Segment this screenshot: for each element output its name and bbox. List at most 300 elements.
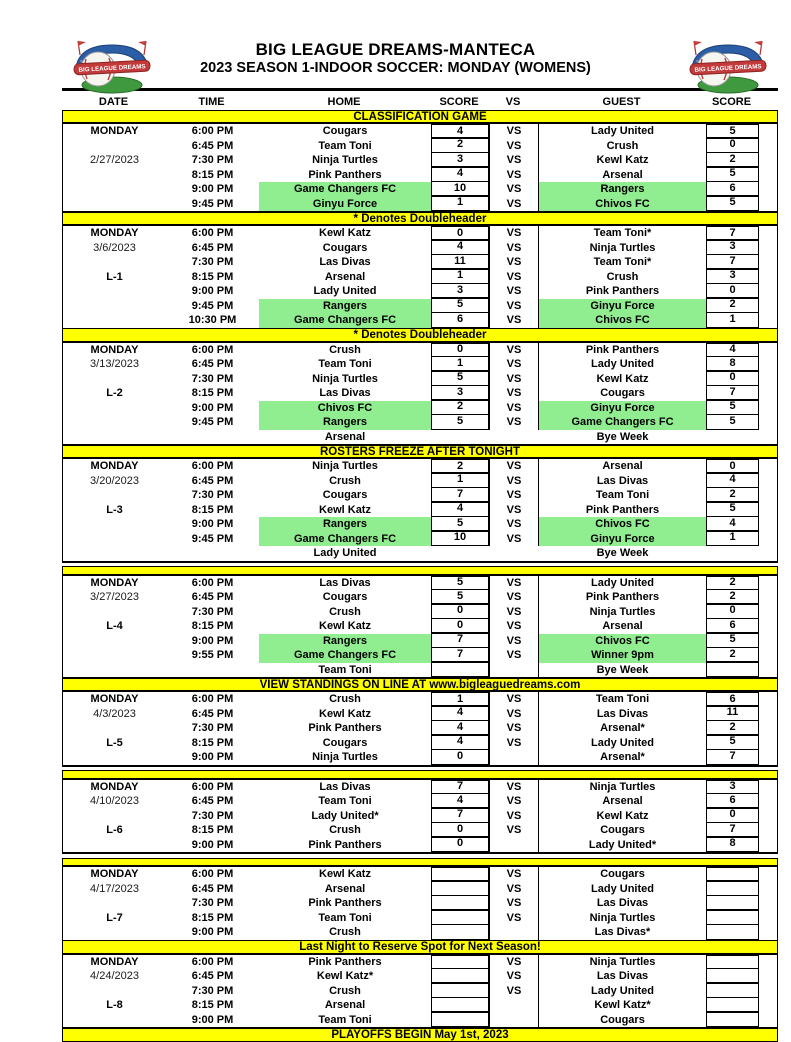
section-banner: * Denotes Doubleheader: [62, 212, 778, 226]
vs-cell: VS: [489, 809, 539, 824]
home-team-cell: Las Divas: [319, 387, 371, 399]
date-cell: 4/10/2023: [90, 795, 139, 807]
home-score-box: 2: [431, 459, 489, 474]
home-team-cell: Rangers: [259, 415, 431, 430]
time-cell: 8:15 PM: [191, 911, 234, 924]
vs-cell: VS: [489, 284, 539, 299]
date-cell: [63, 139, 166, 154]
guest-team-cell: Cougars: [600, 868, 645, 880]
time-cell: 6:45 PM: [191, 591, 234, 603]
vs-cell: VS: [489, 241, 539, 256]
time-cell: 8:15 PM: [191, 736, 234, 749]
time-cell: 6:45 PM: [191, 139, 234, 152]
date-cell: L-6: [106, 824, 123, 836]
home-team-cell: Game Changers FC: [259, 532, 431, 547]
guest-team-cell: Crush: [606, 270, 639, 283]
date-cell: [63, 750, 166, 765]
date-cell: [63, 401, 166, 416]
time-cell: 10:30 PM: [188, 314, 237, 326]
column-header-date: DATE: [98, 96, 129, 108]
guest-score-box: 2: [706, 152, 759, 168]
vs-cell: VS: [489, 474, 539, 489]
guest-score-box: 5: [706, 501, 759, 517]
date-cell: [63, 896, 166, 911]
home-team-cell: Cougars: [322, 736, 368, 749]
home-team-cell: Ninja Turtles: [312, 751, 378, 763]
guest-team-cell: Bye Week: [596, 430, 649, 443]
vs-cell: VS: [489, 823, 539, 838]
home-team-cell: Lady United*: [311, 809, 379, 822]
home-score-box: [431, 924, 489, 940]
guest-team-cell: Bye Week: [596, 547, 649, 559]
home-score-cell: [431, 313, 489, 328]
vs-cell: VS: [489, 634, 539, 649]
home-score-box: 1: [431, 268, 489, 284]
vs-cell: VS: [489, 532, 539, 547]
home-team-cell: Crush: [329, 926, 361, 938]
vs-cell: [489, 663, 539, 678]
page-title: BIG LEAGUE DREAMS-MANTECA: [255, 40, 536, 59]
date-cell: MONDAY: [90, 227, 139, 239]
guest-score-box: 6: [706, 618, 759, 634]
home-score-box: 0: [431, 749, 489, 765]
home-team-cell: Rangers: [259, 299, 431, 314]
date-cell: [63, 532, 166, 547]
guest-team-cell: Crush: [606, 139, 639, 152]
guest-team-cell: Lady United*: [588, 838, 657, 851]
vs-cell: [489, 1013, 539, 1028]
home-team-cell: Pink Panthers: [308, 168, 382, 181]
home-team-cell: Kewl Katz: [319, 227, 371, 239]
home-team-cell: Game Changers FC: [259, 182, 431, 197]
vs-cell: VS: [489, 139, 539, 154]
guest-score-box: 5: [706, 734, 759, 750]
home-team-cell: Crush: [329, 343, 361, 356]
time-cell: 9:45 PM: [191, 197, 234, 210]
vs-cell: VS: [489, 343, 539, 358]
time-cell: 8:15 PM: [191, 620, 234, 632]
date-cell: [63, 299, 166, 314]
home-team-cell: Game Changers FC: [259, 648, 431, 663]
guest-score-box: 2: [706, 487, 759, 503]
logo-banner-text: BIG LEAGUE DREAMS: [694, 63, 762, 74]
guest-team-cell: Rangers: [539, 182, 706, 197]
vs-cell: VS: [489, 488, 539, 503]
home-team-cell: Rangers: [259, 517, 431, 532]
guest-score-box: [706, 1011, 759, 1027]
vs-cell: VS: [489, 984, 539, 999]
guest-team-cell: Lady United: [591, 736, 654, 749]
guest-team-cell: Pink Panthers: [585, 503, 660, 516]
guest-team-cell: Arsenal: [602, 620, 643, 632]
guest-team-cell: Pink Panthers: [585, 591, 660, 603]
date-cell: L-1: [106, 270, 123, 283]
column-header-row: [62, 95, 778, 111]
vs-cell: VS: [489, 721, 539, 736]
vs-cell: VS: [489, 401, 539, 416]
home-score-box: 4: [431, 501, 489, 517]
home-score-cell: [431, 838, 489, 853]
guest-team-cell: Cougars: [600, 824, 645, 836]
week-section: [62, 224, 778, 330]
home-team-cell: Team Toni: [318, 139, 372, 152]
home-score-box: 7: [431, 807, 489, 823]
guest-team-cell: Pink Panthers: [585, 285, 660, 297]
vs-cell: VS: [489, 707, 539, 722]
home-score-cell: [431, 532, 489, 547]
guest-score-box: 8: [706, 356, 759, 372]
date-cell: [63, 838, 166, 853]
home-team-cell: Pink Panthers: [308, 722, 382, 734]
time-cell: 8:15 PM: [191, 824, 234, 836]
guest-score-box: 5: [706, 414, 759, 430]
guest-score-box: [706, 924, 759, 940]
vs-cell: VS: [489, 619, 539, 634]
vs-cell: VS: [489, 124, 539, 139]
home-score-cell: [431, 925, 489, 940]
vs-cell: VS: [489, 415, 539, 430]
guest-score-box: 4: [706, 516, 759, 532]
date-cell: 3/13/2023: [90, 358, 139, 370]
guest-team-cell: Ninja Turtles: [589, 780, 656, 793]
time-cell: 8:15 PM: [191, 270, 234, 283]
date-cell: [63, 634, 166, 649]
column-header-home: HOME: [327, 96, 361, 108]
section-banner: * Denotes Doubleheader: [62, 328, 778, 342]
date-cell: [63, 546, 166, 561]
home-score-box: 5: [431, 297, 489, 313]
home-score-box: 5: [431, 370, 489, 386]
time-cell: 6:45 PM: [191, 795, 234, 807]
home-team-cell: Rangers: [259, 634, 431, 649]
guest-score-box: 7: [706, 749, 759, 765]
guest-score-box: 0: [706, 603, 759, 619]
time-cell: 6:00 PM: [191, 955, 234, 968]
week-section: [62, 953, 778, 1030]
time-cell: 7:30 PM: [191, 897, 234, 909]
vs-cell: [489, 925, 539, 940]
date-cell: L-5: [106, 736, 123, 749]
time-cell: 6:00 PM: [191, 780, 234, 793]
guest-score-box: 7: [706, 226, 759, 241]
guest-team-cell: Arsenal: [602, 795, 643, 807]
header-rule: [62, 88, 778, 91]
time-cell: 6:00 PM: [191, 343, 234, 356]
home-score-box: 2: [431, 137, 489, 153]
guest-team-cell: Lady United: [591, 882, 654, 895]
time-cell: 9:45 PM: [191, 532, 234, 545]
time-cell: 7:30 PM: [191, 809, 234, 822]
guest-team-cell: Ginyu Force: [539, 532, 706, 547]
page-subtitle: 2023 SEASON 1-INDOOR SOCCER: MONDAY (WOMENS): [200, 60, 591, 76]
guest-team-cell: Chivos FC: [539, 517, 706, 532]
home-score-box: 6: [431, 312, 489, 328]
date-cell: L-4: [106, 620, 123, 632]
schedule-body: [62, 122, 778, 1042]
guest-team-cell: Las Divas: [596, 474, 649, 487]
home-score-box: 1: [431, 356, 489, 372]
guest-score-box: 11: [706, 705, 759, 721]
date-cell: [63, 925, 166, 940]
vs-cell: VS: [489, 153, 539, 168]
home-team-cell: Crush: [329, 824, 361, 836]
date-cell: [63, 430, 166, 445]
home-score-box: 0: [431, 836, 489, 852]
date-cell: 4/3/2023: [93, 707, 136, 720]
vs-cell: VS: [489, 372, 539, 387]
date-cell: L-2: [106, 387, 123, 399]
date-cell: 3/6/2023: [93, 241, 136, 254]
guest-team-cell: Chivos FC: [539, 634, 706, 649]
guest-score-box: 3: [706, 268, 759, 284]
vs-cell: VS: [489, 969, 539, 984]
guest-team-cell: Las Divas: [596, 897, 649, 909]
time-cell: 8:15 PM: [191, 387, 234, 399]
week-section: [62, 574, 778, 680]
time-cell: 6:00 PM: [191, 125, 234, 137]
home-team-cell: Arsenal: [324, 882, 366, 895]
vs-cell: VS: [489, 182, 539, 197]
guest-team-cell: Ninja Turtles: [589, 955, 656, 968]
time-cell: 9:00 PM: [191, 838, 234, 851]
time-cell: 9:00 PM: [191, 518, 234, 530]
guest-team-cell: Team Toni*: [593, 256, 652, 268]
home-team-cell: Team Toni: [318, 1013, 372, 1026]
date-cell: MONDAY: [90, 780, 139, 793]
home-score-box: 2: [431, 399, 489, 415]
time-cell: 7:30 PM: [191, 984, 234, 997]
date-cell: [63, 313, 166, 328]
date-cell: MONDAY: [90, 693, 139, 705]
guest-team-cell: Bye Week: [596, 663, 649, 676]
home-score-box: 4: [431, 705, 489, 721]
time-cell: 7:30 PM: [191, 489, 234, 501]
home-score-cell: [431, 750, 489, 765]
time-cell: 7:30 PM: [191, 372, 234, 385]
time-cell: 9:00 PM: [191, 1013, 234, 1026]
guest-team-cell: Team Toni: [595, 693, 650, 705]
date-cell: MONDAY: [90, 460, 139, 472]
home-team-cell: Las Divas: [319, 256, 371, 268]
guest-score-box: 4: [706, 343, 759, 358]
guest-team-cell: Ginyu Force: [539, 401, 706, 416]
date-cell: L-8: [106, 999, 123, 1011]
vs-cell: VS: [489, 270, 539, 285]
home-team-cell: Team Toni: [318, 358, 372, 370]
date-cell: 4/24/2023: [90, 970, 139, 982]
home-score-box: 1: [431, 472, 489, 488]
home-score-box: 4: [431, 720, 489, 736]
date-cell: 2/27/2023: [90, 154, 139, 166]
guest-score-box: 1: [706, 312, 759, 328]
home-team-cell: Cougars: [322, 241, 368, 254]
time-cell: 9:00 PM: [191, 634, 234, 647]
guest-score-box: 2: [706, 647, 759, 663]
home-team-cell: Crush: [329, 474, 361, 487]
guest-team-cell: Kewl Katz: [596, 809, 649, 822]
time-cell: 9:00 PM: [191, 401, 234, 414]
vs-cell: VS: [489, 313, 539, 328]
guest-team-cell: Cougars: [600, 387, 645, 399]
guest-team-cell: Arsenal*: [600, 722, 645, 734]
home-team-cell: Lady United: [313, 285, 377, 297]
guest-score-box: 5: [706, 399, 759, 415]
home-score-box: [431, 1011, 489, 1027]
home-score-box: 5: [431, 576, 489, 591]
home-team-cell: Pink Panthers: [308, 838, 382, 851]
guest-score-box: 6: [706, 181, 759, 197]
home-score-box: 0: [431, 822, 489, 838]
guest-team-cell: Ginyu Force: [539, 299, 706, 314]
vs-cell: [489, 838, 539, 853]
time-cell: 9:00 PM: [191, 926, 234, 938]
home-score-cell: [431, 415, 489, 430]
guest-score-box: 3: [706, 239, 759, 255]
date-cell: L-7: [106, 911, 123, 924]
home-team-cell: Cougars: [322, 591, 368, 603]
guest-score-cell: [706, 313, 759, 328]
guest-team-cell: Ninja Turtles: [589, 241, 656, 254]
home-score-box: 10: [431, 181, 489, 197]
home-team-cell: Crush: [329, 605, 361, 618]
big-league-dreams-logo-left: [66, 36, 158, 96]
time-cell: 6:00 PM: [191, 693, 234, 705]
time-cell: 6:45 PM: [191, 707, 234, 720]
guest-team-cell: Lady United: [591, 984, 654, 997]
guest-score-box: 4: [706, 472, 759, 488]
home-team-cell: Las Divas: [319, 576, 371, 589]
date-cell: MONDAY: [90, 576, 139, 589]
vs-cell: VS: [489, 867, 539, 882]
time-cell: 9:55 PM: [191, 649, 234, 661]
home-score-box: 5: [431, 589, 489, 605]
guest-score-box: 2: [706, 589, 759, 605]
home-team-cell: Chivos FC: [259, 401, 431, 416]
home-score-cell: [431, 430, 489, 445]
week-section: [62, 778, 778, 855]
home-team-cell: Las Divas: [319, 780, 371, 793]
home-team-cell: Game Changers FC: [259, 313, 431, 328]
time-cell: 8:15 PM: [191, 168, 234, 181]
date-cell: MONDAY: [90, 868, 139, 880]
home-team-cell: Cougars: [322, 125, 368, 137]
home-score-box: 4: [431, 239, 489, 255]
date-cell: [63, 648, 166, 663]
vs-cell: VS: [489, 736, 539, 751]
guest-score-box: 7: [706, 254, 759, 270]
guest-score-box: 2: [706, 720, 759, 736]
time-cell: [166, 546, 259, 561]
home-team-cell: Kewl Katz: [319, 707, 371, 720]
time-cell: 6:45 PM: [191, 241, 234, 254]
home-team-cell: Team Toni: [318, 911, 372, 924]
banner-classification-game: CLASSIFICATION GAME: [62, 110, 778, 124]
date-cell: [63, 182, 166, 197]
guest-score-box: 7: [706, 822, 759, 838]
vs-cell: VS: [489, 255, 539, 270]
vs-cell: VS: [489, 896, 539, 911]
time-cell: 6:00 PM: [191, 576, 234, 589]
guest-score-box: 5: [706, 124, 759, 139]
home-score-box: 0: [431, 603, 489, 619]
time-cell: 6:45 PM: [191, 358, 234, 370]
home-team-cell: Crush: [329, 984, 361, 997]
home-team-cell: Arsenal: [324, 430, 366, 443]
home-score-box: 3: [431, 152, 489, 168]
guest-team-cell: Chivos FC: [539, 197, 706, 212]
guest-score-box: 0: [706, 283, 759, 299]
date-cell: [63, 605, 166, 620]
guest-score-cell: [706, 197, 759, 212]
guest-team-cell: Lady United: [591, 125, 654, 137]
home-score-box: 0: [431, 343, 489, 358]
guest-score-box: 8: [706, 836, 759, 852]
home-team-cell: Pink Panthers: [308, 897, 382, 909]
date-cell: [63, 809, 166, 824]
column-header-time: TIME: [198, 96, 225, 108]
guest-team-cell: Ninja Turtles: [589, 911, 656, 924]
guest-score-box: 3: [706, 780, 759, 795]
date-cell: [63, 168, 166, 183]
guest-team-cell: Kewl Katz: [596, 372, 649, 385]
home-team-cell: Ninja Turtles: [312, 372, 378, 385]
vs-cell: VS: [489, 955, 539, 970]
guest-team-cell: Pink Panthers: [585, 343, 660, 356]
date-cell: MONDAY: [90, 343, 139, 356]
section-banner: Last Night to Reserve Spot for Next Season!: [62, 940, 778, 954]
vs-cell: VS: [489, 576, 539, 591]
home-score-cell: [431, 1013, 489, 1028]
date-cell: [63, 488, 166, 503]
logo-banner-text: BIG LEAGUE DREAMS: [78, 63, 146, 74]
time-cell: 6:00 PM: [191, 868, 234, 880]
guest-score-cell: [706, 663, 759, 678]
guest-score-cell: [706, 415, 759, 430]
home-score-box: 4: [431, 734, 489, 750]
vs-cell: [489, 546, 539, 561]
date-cell: [63, 663, 166, 678]
guest-team-cell: Cougars: [600, 1013, 645, 1026]
column-header-score2: SCORE: [711, 96, 752, 108]
home-score-box: 4: [431, 166, 489, 182]
time-cell: 8:15 PM: [191, 999, 234, 1011]
home-score-box: 4: [431, 124, 489, 139]
date-cell: 4/17/2023: [90, 882, 139, 895]
home-team-cell: Ginyu Force: [259, 197, 431, 212]
time-cell: 9:00 PM: [191, 183, 234, 195]
guest-team-cell: Lady United: [591, 358, 654, 370]
guest-score-box: 7: [706, 385, 759, 401]
vs-cell: [489, 998, 539, 1013]
home-score-box: 11: [431, 254, 489, 270]
vs-cell: VS: [489, 168, 539, 183]
date-cell: 3/20/2023: [90, 474, 139, 487]
time-cell: 7:30 PM: [191, 256, 234, 268]
guest-team-cell: Las Divas*: [594, 926, 651, 938]
guest-score-box: 2: [706, 297, 759, 313]
date-cell: [63, 415, 166, 430]
week-section: [62, 865, 778, 942]
home-team-cell: Kewl Katz*: [316, 970, 374, 982]
home-team-cell: Kewl Katz: [319, 620, 371, 632]
guest-score-cell: [706, 925, 759, 940]
home-score-box: 7: [431, 632, 489, 648]
guest-score-box: 5: [706, 632, 759, 648]
week-section: [62, 341, 778, 447]
home-score-box: 0: [431, 226, 489, 241]
guest-team-cell: Chivos FC: [539, 313, 706, 328]
home-score-box: 10: [431, 530, 489, 546]
